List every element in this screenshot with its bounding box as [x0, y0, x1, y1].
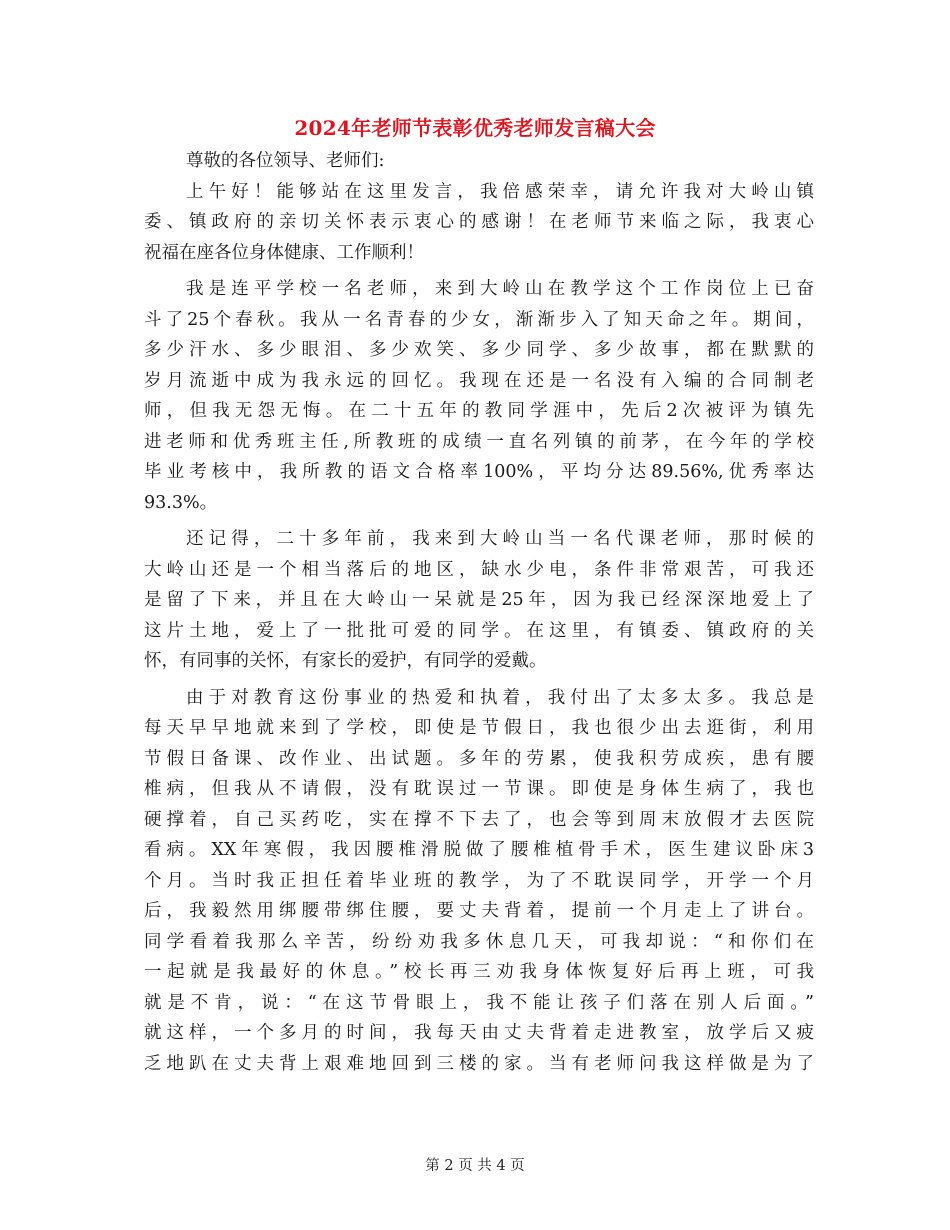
document-title: 2024年老师节表彰优秀老师发言稿大会	[294, 116, 656, 140]
paragraph-line: 由于对教育这份事业的热爱和执着，我付出了太多太多。我总是	[186, 687, 814, 708]
paragraph-line: 还记得，二十多年前，我来到大岭山当一名代课老师，那时候的	[186, 529, 814, 549]
paragraph-line: 我是连平学校一名老师，来到大岭山在教学这个工作岗位上已奋	[186, 279, 814, 299]
paragraph-line: 看病。XX年寒假，我因腰椎滑脱做了腰椎植骨手术，医生建议卧床3	[144, 840, 814, 860]
paragraph-4	[144, 683, 814, 1080]
paragraph-line: 岁月流逝中成为我永远的回忆。我现在还是一名没有入编的合同制老	[144, 370, 814, 391]
paragraph-line: 同学看着我那么辛苦，纷纷劝我多休息几天，可我却说：“和你们在	[144, 931, 814, 952]
paragraph-3	[144, 524, 814, 677]
paragraph-line: 上午好！能够站在这里发言，我倍感荣幸，请允许我对大岭山镇	[186, 181, 814, 202]
paragraph-line: 就是不肯，说：“在这节骨眼上，我不能让孩子们落在别人后面。”	[144, 992, 814, 1013]
paragraph-line: 硬撑着，自己买药吃，实在撑不下去了，也会等到周末放假才去医院	[144, 809, 814, 830]
paragraph-line: 一起就是我最好的休息。”校长再三劝我身体恢复好后再上班，可我	[144, 962, 814, 982]
paragraph-line: 乏地趴在丈夫背上艰难地回到三楼的家。当有老师问我这样做是为了	[144, 1053, 814, 1074]
paragraph-line: 个月。当时我正担任着毕业班的教学，为了不耽误同学，开学一个月	[144, 870, 814, 891]
paragraph-line: 多少汗水、多少眼泪、多少欢笑、多少同学、多少故事，都在默默的	[144, 340, 814, 360]
greeting: 尊敬的各位领导、老师们:	[186, 151, 385, 171]
paragraph-line: 进老师和优秀班主任,所教班的成绩一直名列镇的前茅，在今年的学校	[144, 431, 814, 452]
paragraph-line: 每天早早地就来到了学校，即使是节假日，我也很少出去逛街，利用	[144, 718, 814, 738]
page-number-footer: 第 2 页 共 4 页	[425, 1158, 525, 1174]
paragraph-line: 这片土地，爱上了一批批可爱的同学。在这里，有镇委、镇政府的关	[144, 620, 814, 641]
paragraph-line: 师，但我无怨无悔。在二十五年的教同学涯中，先后2次被评为镇先	[144, 401, 814, 421]
paragraph-2	[144, 274, 814, 518]
paragraph-line: 是留了下来，并且在大岭山一呆就是25年，因为我已经深深地爱上了	[144, 590, 814, 610]
paragraph-line: 大岭山还是一个相当落后的地区，缺水少电，条件非常艰苦，可我还	[144, 559, 814, 580]
paragraph-line: 就这样，一个多月的时间，我每天由丈夫背着走进教室，放学后又疲	[144, 1023, 814, 1043]
paragraph-line: 椎病，但我从不请假，没有耽误过一节课。即使是身体生病了，我也	[144, 779, 814, 799]
paragraph-line: 毕业考核中，我所教的语文合格率100%，平均分达89.56%,优秀率达	[144, 462, 814, 482]
document-body	[144, 146, 814, 1079]
paragraph-line: 节假日备课、改作业、出试题。多年的劳累，使我积劳成疾，患有腰	[144, 748, 814, 769]
paragraph-line: 斗了25个春秋。我从一名青春的少女，渐渐步入了知天命之年。期间，	[144, 309, 814, 330]
paragraph-line: 93.3%。	[144, 492, 218, 513]
paragraph-line: 委、镇政府的亲切关怀表示衷心的感谢！在老师节来临之际，我衷心	[144, 212, 814, 232]
paragraph-line: 祝福在座各位身体健康、工作顺利！	[144, 242, 424, 263]
paragraph-1	[144, 177, 814, 269]
paragraph-line: 怀，有同事的关怀，有家长的爱护，有同学的爱戴。	[144, 651, 547, 671]
paragraph-line: 后，我毅然用绑腰带绑住腰，要丈夫背着，提前一个月走上了讲台。	[144, 901, 814, 921]
